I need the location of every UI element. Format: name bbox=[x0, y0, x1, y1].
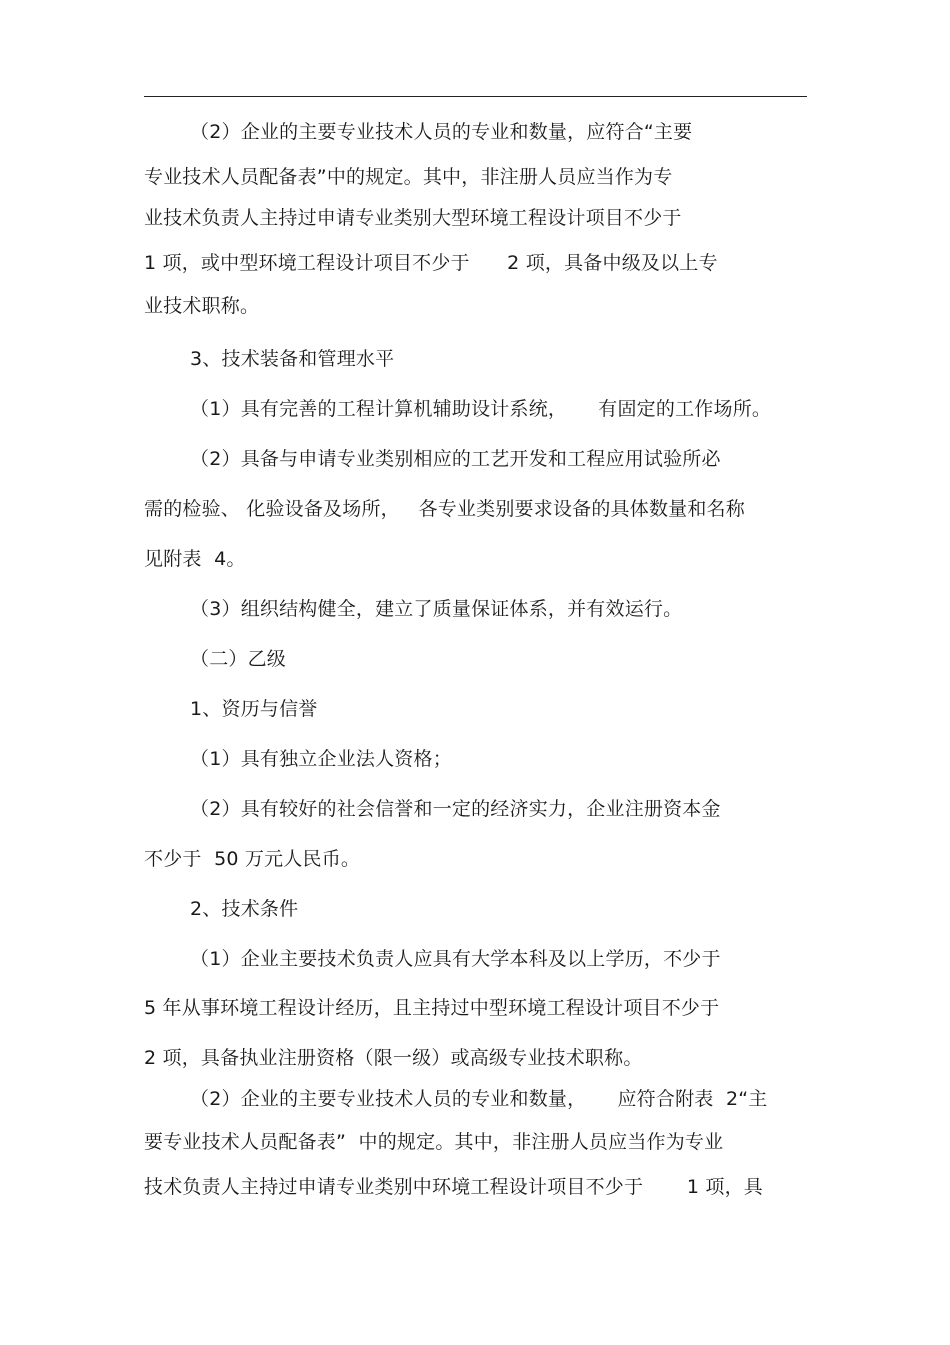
text-line: 专业技术人员配备表”中的规定。其中，非注册人员应当作为专 bbox=[144, 166, 673, 188]
text-line: 1 项，或中型环境工程设计项目不少于 2 项，具备中级及以上专 bbox=[144, 252, 718, 274]
text-line: 不少于 50 万元人民币。 bbox=[144, 848, 361, 870]
section-heading: 2、技术条件 bbox=[190, 898, 299, 920]
text-line: （2）具备与申请专业类别相应的工艺开发和工程应用试验所必 bbox=[190, 448, 721, 470]
text-line: 业技术职称。 bbox=[144, 295, 260, 317]
text-line: 5 年从事环境工程设计经历，且主持过中型环境工程设计项目不少于 bbox=[144, 997, 720, 1019]
text-line: 要专业技术人员配备表” 中的规定。其中，非注册人员应当作为专业 bbox=[144, 1131, 724, 1153]
text-line: （1）企业主要技术负责人应具有大学本科及以上学历，不少于 bbox=[190, 948, 721, 970]
header-rule bbox=[144, 96, 807, 97]
text-line: （1）具有独立企业法人资格； bbox=[190, 748, 452, 770]
text-line: 业技术负责人主持过申请专业类别大型环境工程设计项目不少于 bbox=[144, 207, 682, 229]
text-line: （2）企业的主要专业技术人员的专业和数量，应符合“主要 bbox=[190, 121, 693, 143]
text-line: （3）组织结构健全，建立了质量保证体系，并有效运行。 bbox=[190, 598, 683, 620]
section-heading: 3、技术装备和管理水平 bbox=[190, 348, 395, 370]
section-heading: （二）乙级 bbox=[190, 648, 287, 670]
text-line: （1）具有完善的工程计算机辅助设计系统， 有固定的工作场所。 bbox=[190, 398, 772, 420]
section-heading: 1、资历与信誉 bbox=[190, 698, 318, 720]
text-line: 技术负责人主持过申请专业类别中环境工程设计项目不少于 1 项，具 bbox=[144, 1176, 764, 1198]
text-line: （2）企业的主要专业技术人员的专业和数量， 应符合附表 2“主 bbox=[190, 1088, 768, 1110]
text-line: 2 项，具备执业注册资格（限一级）或高级专业技术职称。 bbox=[144, 1047, 643, 1069]
text-line: 需的检验、 化验设备及场所， 各专业类别要求设备的具体数量和名称 bbox=[144, 498, 745, 520]
text-line: （2）具有较好的社会信誉和一定的经济实力，企业注册资本金 bbox=[190, 798, 721, 820]
text-line: 见附表 4。 bbox=[144, 548, 246, 570]
